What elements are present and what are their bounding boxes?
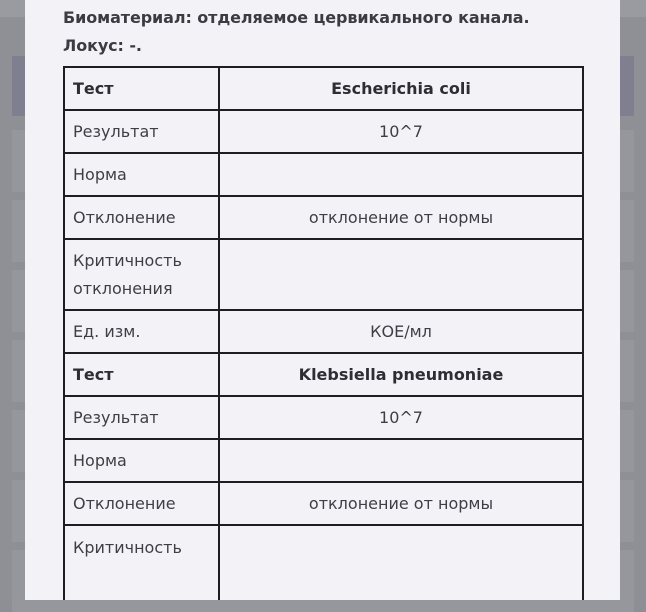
row-label: Отклонение <box>64 196 219 239</box>
row-label: Норма <box>64 439 219 482</box>
table-row-norm <box>64 153 583 196</box>
test-name: Klebsiella pneumoniae <box>219 353 583 396</box>
test-name: Escherichia coli <box>219 67 583 110</box>
table-row-deviation <box>64 482 583 525</box>
row-label: Результат <box>64 396 219 439</box>
table-row-test <box>64 67 583 110</box>
row-label: Отклонение <box>64 482 219 525</box>
row-label: Тест <box>64 67 219 110</box>
table-row-norm <box>64 439 583 482</box>
table-row-unit <box>64 310 583 353</box>
row-label: Ед. изм. <box>64 310 219 353</box>
biomaterial-title: Биоматериал: отделяемое цервикального канала. Локус: -. <box>63 8 530 55</box>
norm-value <box>219 439 583 482</box>
criticality-value <box>219 525 583 600</box>
results-modal <box>25 0 620 600</box>
row-label: Критичность <box>64 525 219 600</box>
result-value: 10^7 <box>219 396 583 439</box>
norm-value <box>219 153 583 196</box>
results-table <box>63 66 584 600</box>
deviation-value: отклонение от нормы <box>219 482 583 525</box>
table-row-deviation <box>64 196 583 239</box>
result-value: 10^7 <box>219 110 583 153</box>
unit-value: КОЕ/мл <box>219 310 583 353</box>
table-row-result <box>64 110 583 153</box>
criticality-value <box>219 239 583 310</box>
table-row-criticality <box>64 239 583 310</box>
table-row-test <box>64 353 583 396</box>
row-label: Результат <box>64 110 219 153</box>
row-label: Тест <box>64 353 219 396</box>
deviation-value: отклонение от нормы <box>219 196 583 239</box>
row-label: Норма <box>64 153 219 196</box>
table-row-result <box>64 396 583 439</box>
row-label: Критичность отклонения <box>64 239 219 310</box>
table-row-criticality <box>64 525 583 600</box>
